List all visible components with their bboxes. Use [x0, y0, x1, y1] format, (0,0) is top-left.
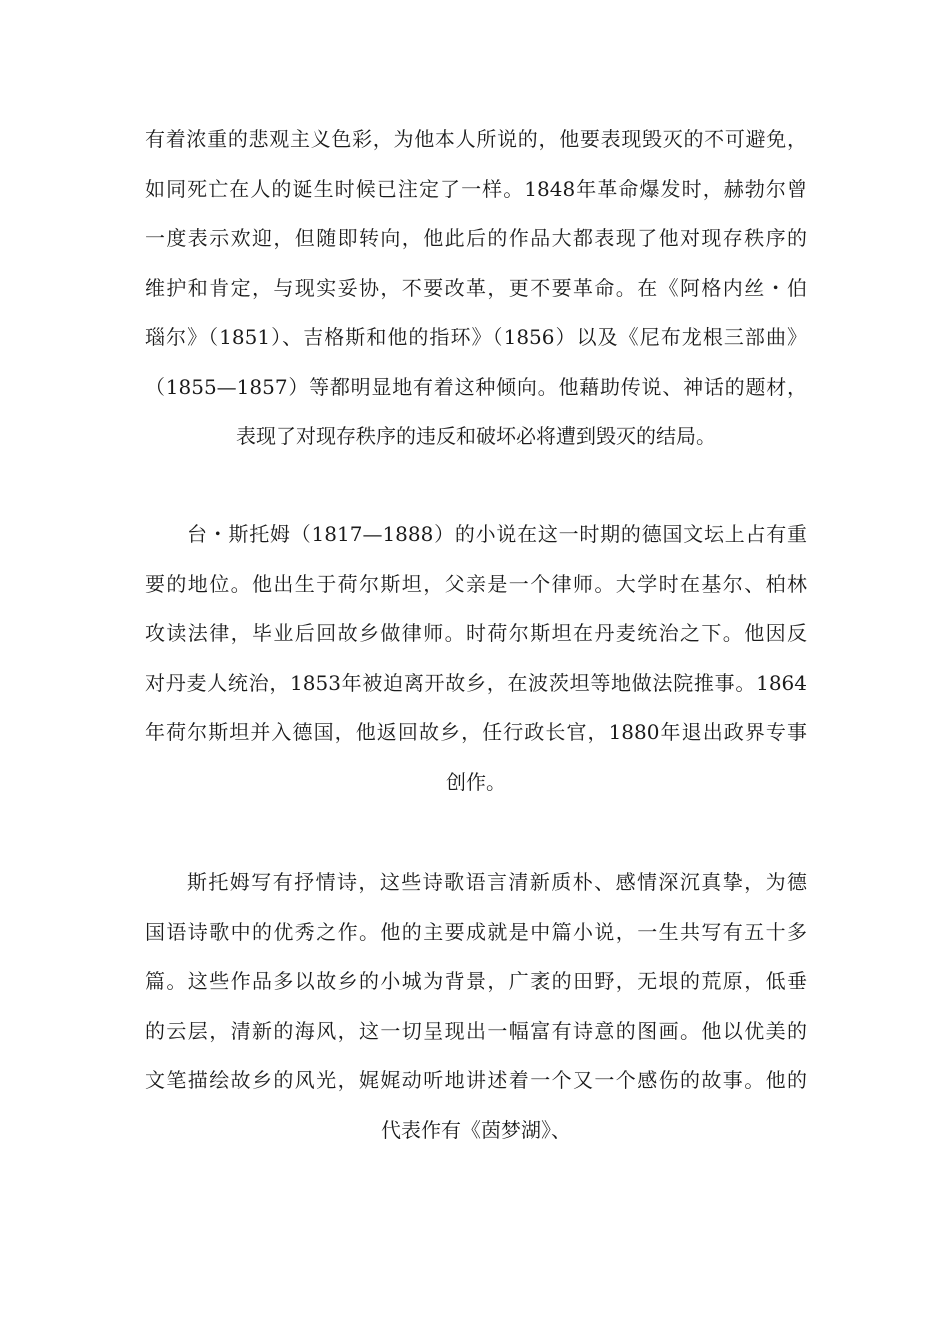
- paragraph-storm-works: [145, 858, 807, 1155]
- text-line: 斯托姆写有抒情诗，这些诗歌语言清新质朴、感情深沉真挚，为德: [187, 870, 807, 894]
- text-line: 要的地位。他出生于荷尔斯坦，父亲是一个律师。大学时在基尔、柏林: [145, 571, 807, 596]
- paragraph-hebbel-ending: [145, 115, 807, 462]
- text-line: 有着浓重的悲观主义色彩，为他本人所说的，他要表现毁灭的不可避免，: [145, 127, 807, 151]
- text-line: 篇。这些作品多以故乡的小城为背景，广袤的田野，无垠的荒原，低垂: [145, 969, 807, 993]
- text-line: 如同死亡在人的诞生时候已注定了一样。1848年革命爆发时，赫勃尔曾: [145, 176, 807, 201]
- text-line: 的云层，清新的海风，这一切呈现出一幅富有诗意的图画。他以优美的: [145, 1018, 807, 1043]
- text-line: 一度表示欢迎，但随即转向，他此后的作品大都表现了他对现存秩序的: [145, 226, 807, 250]
- text-line: （1855—1857）等都明显地有着这种倾向。他藉助传说、神话的题材，: [145, 374, 807, 399]
- text-line: 维护和肯定，与现实妥协，不要改革，更不要革命。在《阿格内丝・伯: [145, 275, 807, 300]
- text-line: 创作。: [446, 769, 506, 794]
- text-line: 国语诗歌中的优秀之作。他的主要成就是中篇小说，一生共写有五十多: [145, 919, 807, 944]
- text-line: 瑙尔》（1851）、吉格斯和他的指环》（1856）以及《尼布龙根三部曲》: [145, 325, 807, 349]
- text-line: 代表作有《茵梦湖》、: [381, 1117, 571, 1142]
- text-line: 台・斯托姆（1817—1888）的小说在这一时期的德国文坛上占有重: [187, 522, 807, 546]
- text-line: 攻读法律，毕业后回故乡做律师。时荷尔斯坦在丹麦统治之下。他因反: [145, 621, 807, 645]
- text-line: 表现了对现存秩序的违反和破坏必将遭到毁灭的结局。: [236, 424, 716, 448]
- text-line: 文笔描绘故乡的风光，娓娓动听地讲述着一个又一个感伤的故事。他的: [145, 1068, 807, 1092]
- text-line: 对丹麦人统治，1853年被迫离开故乡，在波茨坦等地做法院推事。1864: [145, 670, 807, 695]
- paragraph-storm-biography: [145, 510, 807, 807]
- text-line: 年荷尔斯坦并入德国，他返回故乡，任行政长官，1880年退出政界专事: [145, 720, 807, 744]
